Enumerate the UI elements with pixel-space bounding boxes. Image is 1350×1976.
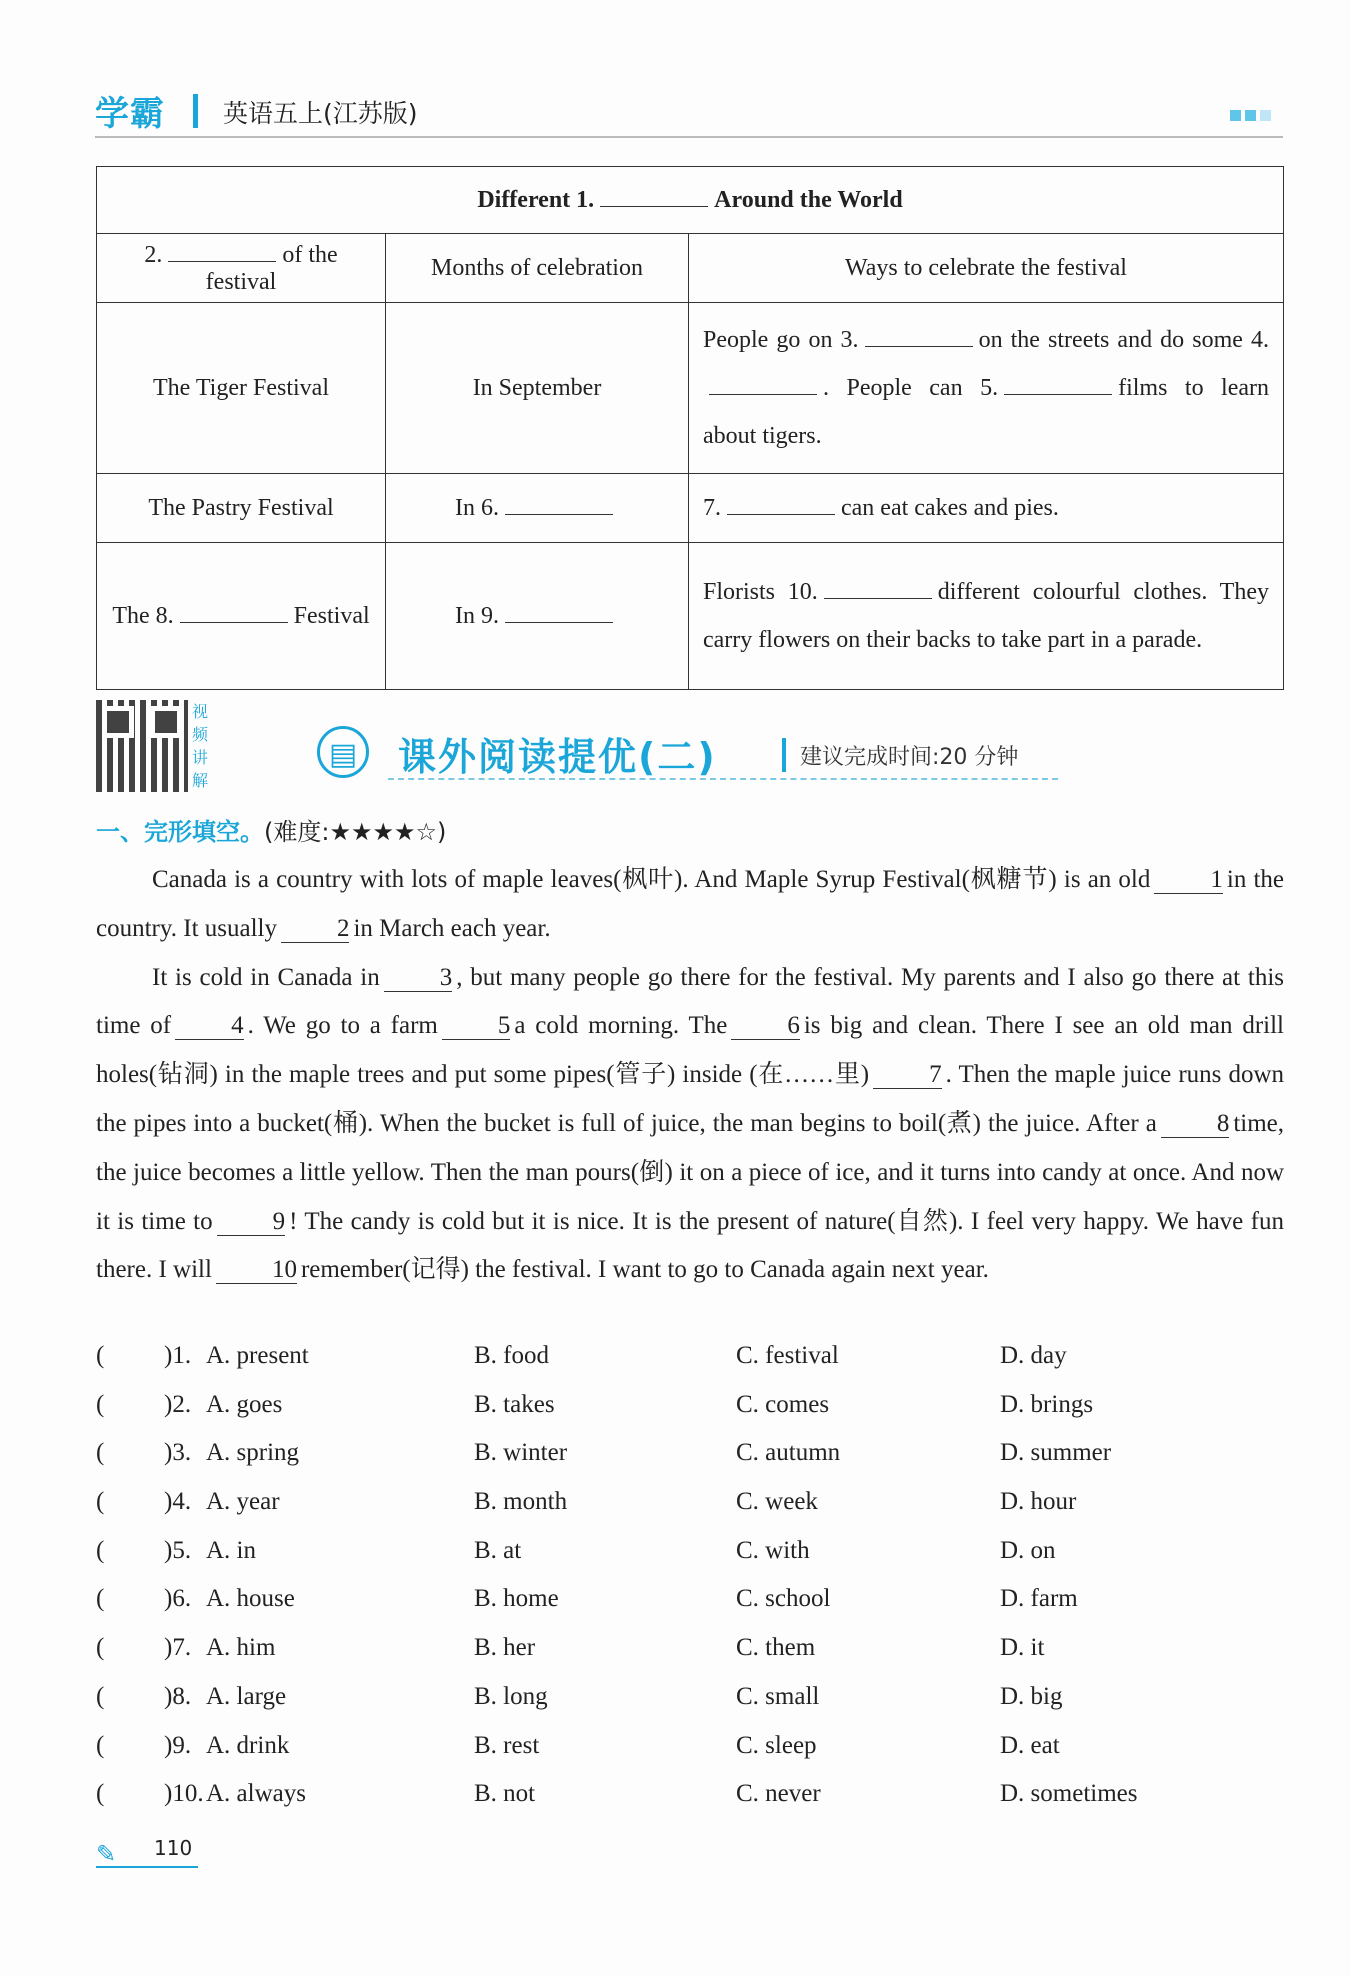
- option-row: [96, 1391, 1284, 1440]
- ways-text: . People can 5.: [823, 375, 999, 401]
- blank-1[interactable]: [600, 186, 708, 207]
- table-row: [97, 474, 1284, 543]
- cloze-blank[interactable]: 7: [873, 1062, 942, 1089]
- cloze-blank[interactable]: 1: [1154, 867, 1223, 894]
- header-ways: Ways to celebrate the festival: [689, 234, 1284, 303]
- book-icon: ▤: [317, 726, 369, 778]
- option-d[interactable]: D. eat: [1000, 1731, 1060, 1759]
- festival-ways: [689, 543, 1284, 690]
- answer-paren[interactable]: (: [96, 1390, 105, 1418]
- option-row: [96, 1488, 1284, 1537]
- blank-2[interactable]: [168, 241, 276, 262]
- festival-ways: [689, 474, 1284, 543]
- suggested-time: 建议完成时间:20 分钟: [800, 745, 1019, 770]
- option-b[interactable]: B. home: [474, 1585, 559, 1613]
- festival-name: The Tiger Festival: [97, 303, 386, 474]
- answer-paren[interactable]: (: [96, 1682, 105, 1710]
- option-a[interactable]: A. house: [206, 1585, 295, 1613]
- page-footer: [96, 1832, 198, 1868]
- question-number: )7.: [164, 1634, 192, 1662]
- month-text: In 9.: [455, 603, 499, 629]
- passage-paragraph: Canada is a country with lots of maple leaves(枫叶). And Maple Syrup Festival(枫糖节) is an old 1 in the country. It usually 2 in March each year.: [96, 866, 1284, 942]
- option-d[interactable]: D. farm: [1000, 1585, 1078, 1613]
- ways-text: Florists 10.: [703, 579, 818, 605]
- answer-paren[interactable]: (: [96, 1585, 105, 1613]
- blank-3[interactable]: [865, 326, 973, 347]
- cloze-blank[interactable]: 6: [731, 1013, 800, 1040]
- blank-6[interactable]: [505, 494, 613, 515]
- option-b[interactable]: B. not: [474, 1780, 536, 1808]
- festival-name-pre: The 8.: [112, 603, 174, 629]
- option-b[interactable]: B. at: [474, 1536, 522, 1564]
- section-divider: [782, 738, 786, 772]
- option-c[interactable]: C. never: [736, 1780, 821, 1808]
- book-title: 英语五上(江苏版): [223, 99, 418, 128]
- ways-text: on the streets and do some 4.: [978, 327, 1269, 353]
- question-number: )2.: [164, 1390, 192, 1418]
- option-c[interactable]: C. festival: [736, 1342, 839, 1369]
- option-c[interactable]: C. with: [736, 1536, 810, 1564]
- option-b[interactable]: B. long: [474, 1682, 548, 1710]
- part-heading: [96, 812, 446, 847]
- answer-paren[interactable]: (: [96, 1439, 105, 1467]
- option-d[interactable]: D. on: [1000, 1536, 1056, 1564]
- options-list: [96, 1342, 1284, 1829]
- option-d[interactable]: D. it: [1000, 1634, 1045, 1662]
- question-number: )1.: [164, 1342, 192, 1369]
- qr-code-icon[interactable]: [96, 700, 188, 792]
- table-row: [97, 543, 1284, 690]
- question-number: )3.: [164, 1439, 192, 1467]
- blank-5[interactable]: [1004, 374, 1112, 395]
- option-b[interactable]: B. her: [474, 1634, 536, 1662]
- page-number: 110: [154, 1836, 193, 1860]
- question-number: )9.: [164, 1731, 192, 1759]
- ways-text: People go on 3.: [703, 327, 859, 353]
- page-header: [95, 86, 1283, 138]
- option-d[interactable]: D. sometimes: [1000, 1780, 1138, 1808]
- option-d[interactable]: D. hour: [1000, 1488, 1077, 1516]
- table-title-row: [97, 167, 1284, 234]
- blank-8[interactable]: [180, 602, 288, 623]
- option-c[interactable]: C. autumn: [736, 1439, 841, 1467]
- option-row: [96, 1537, 1284, 1586]
- section-underline: [388, 778, 1058, 780]
- option-a[interactable]: A. always: [206, 1780, 306, 1808]
- cloze-blank[interactable]: 3: [384, 965, 453, 992]
- option-a[interactable]: A. year: [206, 1488, 280, 1516]
- option-b[interactable]: B. takes: [474, 1390, 555, 1418]
- festival-name: [97, 543, 386, 690]
- answer-paren[interactable]: (: [96, 1780, 105, 1808]
- table-title-right: Around the World: [714, 187, 903, 213]
- question-number: )6.: [164, 1585, 192, 1613]
- section-title: 课外阅读提优(二): [398, 735, 717, 779]
- ways-text: different colourful clothes. They carry flowers on their backs to take part in a parade.: [703, 579, 1269, 653]
- decor-squares-icon: [1226, 108, 1271, 126]
- option-d[interactable]: D. brings: [1000, 1390, 1094, 1418]
- blank-4[interactable]: [709, 374, 817, 395]
- table-row: [97, 303, 1284, 474]
- question-number: )10.: [164, 1780, 204, 1808]
- option-row: [96, 1683, 1284, 1732]
- option-c[interactable]: C. them: [736, 1634, 816, 1662]
- option-row: [96, 1342, 1284, 1391]
- option-d[interactable]: D. day: [1000, 1342, 1067, 1369]
- option-b[interactable]: B. winter: [474, 1439, 568, 1467]
- answer-paren[interactable]: (: [96, 1634, 105, 1662]
- option-b[interactable]: B. food: [474, 1342, 549, 1369]
- cloze-passage: [96, 856, 1284, 1295]
- passage-paragraph: It is cold in Canada in 3 , but many people go there for the festival. My parents and I also go there at this time of 4 . We go to a farm 5 a cold morning. The 6 is big and clean. There I see an old man drill holes(钻洞) in the maple trees and put some pipes(管子) inside (在……里) 7 . Then the maple juice runs down the pipes into a bucket(桶). When the bucket is full of juice, the man begins to boil(煮) the juice. After a 8 time, the juice becomes a little yellow. Then the man pours(倒) it on a piece of ice, and it turns into candy at once. And now it is time to 9 ! The candy is cold but it is nice. It is the present of nature(自然). I feel very happy. We have fun there. I will 10 remember(记得) the festival. I want to go to Canada again next year.: [96, 963, 1285, 1284]
- option-d[interactable]: D. summer: [1000, 1439, 1112, 1467]
- answer-paren[interactable]: (: [96, 1488, 105, 1516]
- option-a[interactable]: A. present: [206, 1342, 309, 1369]
- table-header-row: [97, 234, 1284, 303]
- option-c[interactable]: C. sleep: [736, 1731, 817, 1759]
- cloze-blank[interactable]: 5: [442, 1013, 511, 1040]
- ways-text: films to learn about tigers.: [703, 375, 1270, 449]
- option-d[interactable]: D. big: [1000, 1682, 1063, 1710]
- ways-text: can eat cakes and pies.: [841, 495, 1059, 521]
- festival-name: The Pastry Festival: [97, 474, 386, 543]
- cloze-blank[interactable]: 4: [175, 1013, 244, 1040]
- option-a[interactable]: A. spring: [206, 1439, 300, 1467]
- blank-7[interactable]: [727, 494, 835, 515]
- part-label: 一、完形填空。: [96, 818, 264, 846]
- header-num: 2.: [144, 241, 163, 268]
- cloze-blank[interactable]: 8: [1161, 1111, 1230, 1138]
- festival-table: [96, 166, 1284, 690]
- ways-text: 7.: [703, 495, 721, 521]
- option-b[interactable]: B. month: [474, 1488, 568, 1516]
- header-festival-text: of the festival: [205, 241, 338, 295]
- blank-9[interactable]: [505, 602, 613, 623]
- option-b[interactable]: B. rest: [474, 1731, 540, 1759]
- video-explain-label: 视频讲解: [192, 702, 209, 790]
- difficulty: (难度:★★★★☆): [264, 818, 447, 846]
- option-a[interactable]: A. in: [206, 1536, 256, 1564]
- festival-month: [386, 543, 689, 690]
- option-a[interactable]: A. large: [206, 1682, 287, 1710]
- month-text: In 6.: [455, 495, 499, 521]
- option-row: [96, 1732, 1284, 1781]
- option-c[interactable]: C. small: [736, 1682, 820, 1710]
- option-row: [96, 1585, 1284, 1634]
- header-festival: [97, 234, 386, 303]
- cloze-blank[interactable]: 2: [281, 916, 350, 943]
- festival-month: In September: [386, 303, 689, 474]
- table-title: [97, 167, 1284, 234]
- option-c[interactable]: C. school: [736, 1585, 831, 1613]
- festival-ways: [689, 303, 1284, 474]
- question-number: )5.: [164, 1536, 192, 1564]
- answer-paren[interactable]: (: [96, 1536, 105, 1564]
- option-a[interactable]: A. him: [206, 1634, 276, 1662]
- pencil-icon: ✎: [96, 1840, 117, 1868]
- blank-10[interactable]: [824, 578, 932, 599]
- brand-logo: 学霸: [95, 94, 165, 134]
- cloze-blank[interactable]: 9: [217, 1209, 286, 1236]
- festival-name-post: Festival: [293, 603, 370, 629]
- table-title-left: Different 1.: [477, 187, 595, 213]
- logo-divider: [193, 94, 198, 128]
- question-number: )8.: [164, 1682, 192, 1710]
- option-row: [96, 1780, 1284, 1829]
- header-months: Months of celebration: [386, 234, 689, 303]
- option-a[interactable]: A. goes: [206, 1390, 283, 1418]
- option-a[interactable]: A. drink: [206, 1731, 290, 1759]
- option-row: [96, 1439, 1284, 1488]
- option-c[interactable]: C. comes: [736, 1390, 830, 1418]
- answer-paren[interactable]: (: [96, 1342, 105, 1369]
- answer-paren[interactable]: (: [96, 1731, 105, 1759]
- festival-month: [386, 474, 689, 543]
- question-number: )4.: [164, 1488, 192, 1516]
- cloze-blank[interactable]: 10: [216, 1257, 297, 1284]
- option-c[interactable]: C. week: [736, 1488, 818, 1516]
- option-row: [96, 1634, 1284, 1683]
